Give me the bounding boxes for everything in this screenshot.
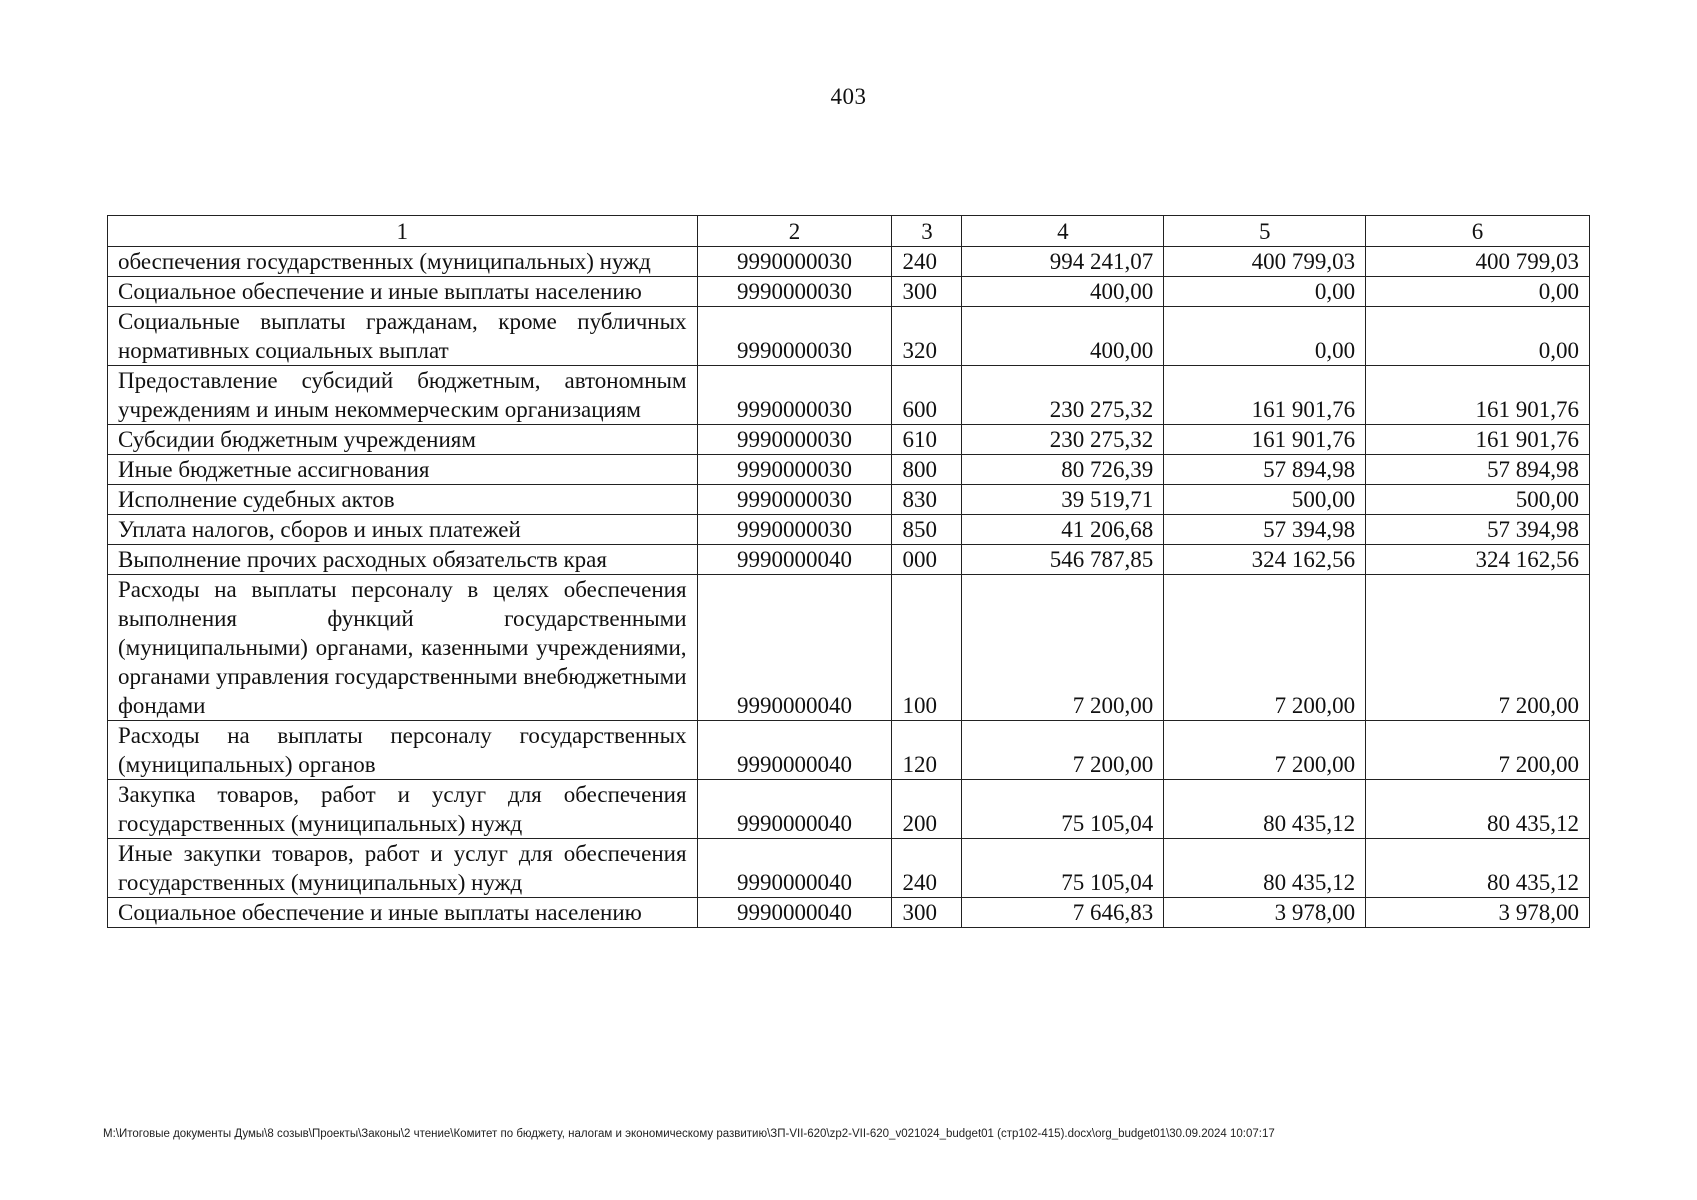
row-value-5: 324 162,56 [1164,545,1366,575]
row-target-code: 9990000030 [697,485,892,515]
row-value-6: 80 435,12 [1366,780,1590,839]
row-target-code: 9990000030 [697,307,892,366]
column-header-4: 4 [962,216,1164,247]
row-value-5: 0,00 [1164,277,1366,307]
row-target-code: 9990000040 [697,575,892,721]
row-value-4: 400,00 [962,307,1164,366]
row-name: Иные закупки товаров, работ и услуг для обеспечения государственных (муниципальных) нужд [108,839,698,898]
table-row [108,721,1590,780]
table-header-row [108,216,1590,247]
row-value-4: 7 200,00 [962,721,1164,780]
row-value-6: 324 162,56 [1366,545,1590,575]
row-value-4: 230 275,32 [962,366,1164,425]
row-expense-type: 320 [892,307,962,366]
row-value-6: 7 200,00 [1366,721,1590,780]
row-value-4: 230 275,32 [962,425,1164,455]
column-header-2: 2 [697,216,892,247]
table-row [108,898,1590,928]
row-value-5: 400 799,03 [1164,247,1366,277]
row-name: Социальные выплаты гражданам, кроме публичных нормативных социальных выплат [108,307,698,366]
row-value-6: 500,00 [1366,485,1590,515]
row-value-5: 3 978,00 [1164,898,1366,928]
row-name: Социальное обеспечение и иные выплаты населению [108,898,698,928]
row-value-5: 80 435,12 [1164,780,1366,839]
row-name: Исполнение судебных актов [108,485,698,515]
row-name: Социальное обеспечение и иные выплаты населению [108,277,698,307]
table-row [108,780,1590,839]
table-row [108,307,1590,366]
row-target-code: 9990000040 [697,898,892,928]
row-expense-type: 100 [892,575,962,721]
row-name: Предоставление субсидий бюджетным, автономным учреждениям и иным некоммерческим организациям [108,366,698,425]
row-value-4: 75 105,04 [962,839,1164,898]
row-value-6: 57 894,98 [1366,455,1590,485]
row-value-4: 41 206,68 [962,515,1164,545]
row-value-5: 7 200,00 [1164,575,1366,721]
row-target-code: 9990000030 [697,455,892,485]
row-target-code: 9990000040 [697,721,892,780]
row-target-code: 9990000030 [697,277,892,307]
row-name: Расходы на выплаты персоналу государственных (муниципальных) органов [108,721,698,780]
row-value-5: 57 894,98 [1164,455,1366,485]
table-row [108,485,1590,515]
table-row [108,277,1590,307]
row-value-4: 994 241,07 [962,247,1164,277]
table-row [108,515,1590,545]
row-value-5: 161 901,76 [1164,366,1366,425]
row-value-6: 0,00 [1366,307,1590,366]
row-value-4: 400,00 [962,277,1164,307]
table-row [108,455,1590,485]
column-header-1: 1 [108,216,698,247]
row-name: Выполнение прочих расходных обязательств края [108,545,698,575]
row-name: Иные бюджетные ассигнования [108,455,698,485]
row-expense-type: 800 [892,455,962,485]
row-value-4: 7 200,00 [962,575,1164,721]
row-value-6: 7 200,00 [1366,575,1590,721]
row-expense-type: 200 [892,780,962,839]
row-value-4: 7 646,83 [962,898,1164,928]
row-target-code: 9990000040 [697,839,892,898]
row-value-4: 39 519,71 [962,485,1164,515]
row-expense-type: 830 [892,485,962,515]
row-value-4: 546 787,85 [962,545,1164,575]
row-value-6: 80 435,12 [1366,839,1590,898]
row-expense-type: 240 [892,839,962,898]
row-target-code: 9990000030 [697,247,892,277]
column-header-6: 6 [1366,216,1590,247]
row-value-5: 7 200,00 [1164,721,1366,780]
row-value-6: 161 901,76 [1366,425,1590,455]
row-expense-type: 300 [892,277,962,307]
table-row [108,545,1590,575]
row-target-code: 9990000030 [697,366,892,425]
row-value-6: 0,00 [1366,277,1590,307]
column-header-3: 3 [892,216,962,247]
table-row [108,839,1590,898]
row-name: обеспечения государственных (муниципальных) нужд [108,247,698,277]
row-expense-type: 850 [892,515,962,545]
row-expense-type: 610 [892,425,962,455]
table-row [108,366,1590,425]
budget-table [107,215,1590,928]
column-header-5: 5 [1164,216,1366,247]
row-name: Уплата налогов, сборов и иных платежей [108,515,698,545]
row-value-5: 0,00 [1164,307,1366,366]
row-target-code: 9990000040 [697,780,892,839]
page-number: 403 [830,84,867,109]
row-value-5: 80 435,12 [1164,839,1366,898]
table-row [108,247,1590,277]
row-value-4: 80 726,39 [962,455,1164,485]
row-value-6: 57 394,98 [1366,515,1590,545]
row-target-code: 9990000040 [697,545,892,575]
row-value-5: 161 901,76 [1164,425,1366,455]
row-expense-type: 000 [892,545,962,575]
row-expense-type: 600 [892,366,962,425]
row-value-6: 400 799,03 [1366,247,1590,277]
row-value-5: 500,00 [1164,485,1366,515]
table-body [108,247,1590,928]
row-name: Субсидии бюджетным учреждениям [108,425,698,455]
row-name: Закупка товаров, работ и услуг для обеспечения государственных (муниципальных) нужд [108,780,698,839]
row-value-6: 3 978,00 [1366,898,1590,928]
row-value-4: 75 105,04 [962,780,1164,839]
row-expense-type: 120 [892,721,962,780]
row-value-5: 57 394,98 [1164,515,1366,545]
table-row [108,575,1590,721]
row-target-code: 9990000030 [697,515,892,545]
row-value-6: 161 901,76 [1366,366,1590,425]
row-expense-type: 300 [892,898,962,928]
file-path-footer: M:\Итоговые документы Думы\8 созыв\Проекты\Законы\2 чтение\Комитет по бюджету, налогам и экономическому развитию\ЗП-VII-620\zp2-VII-620_v021024_budget01 (стр102-415).docx\org_budget01\30.09.2024 10:07:17 [103,1128,1275,1140]
row-name: Расходы на выплаты персоналу в целях обеспечения выполнения функций государственными (муниципальными) органами, казенными учреждениями, органами управления государственными внебюджетными фондами [108,575,698,721]
table-row [108,425,1590,455]
row-expense-type: 240 [892,247,962,277]
row-target-code: 9990000030 [697,425,892,455]
